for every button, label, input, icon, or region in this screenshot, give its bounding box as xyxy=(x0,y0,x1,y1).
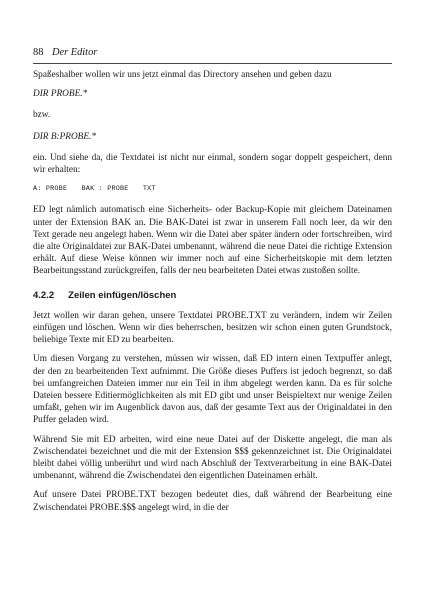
directory-entry: A: PROBE xyxy=(33,185,68,194)
body-paragraph: Auf unsere Datei PROBE.TXT bezogen bedeutet dies, daß während der Bearbeitung eine Zwischendatei PROBE.$$$ angelegt wird, in die der xyxy=(33,490,392,513)
section-title: Zeilen einfügen/löschen xyxy=(68,289,177,301)
command-line: DIR PROBE.* xyxy=(33,89,88,100)
directory-output xyxy=(33,183,392,195)
page-body xyxy=(33,69,392,521)
backup-paragraph: ED legt nämlich automatisch eine Sicherheits- oder Backup-Kopie mit gleichem Dateinamen unter der Extension BAK an. Die BAK-Datei ist zwar in unserem Fall noch leer, da wir den Text gerade neu angelegt haben. Wenn wir die Datei aber später ändern oder fortschreiben, wird die alte Originaldatei zur BAK-Datei umbenannt, während die neue Datei die richtige Extension erhält. Auf diese Weise können wir immer noch auf eine Sicherheitskopie mit dem letzten Bearbeitungsstand zurückgreifen, falls der neu bearbeiteten Datei etwas zustoßen sollte. xyxy=(33,205,392,277)
running-title: Der Editor xyxy=(52,47,98,58)
section-heading xyxy=(33,290,392,302)
body-paragraph: Um diesen Vorgang zu verstehen, müssen wir wissen, daß ED intern einen Textpuffer anlegt, der den zu bearbeitenden Text aufnimmt. Die Größe dieses Puffers ist jedoch begrenzt, so daß bei umfangreichen Dateien immer nur ein Teil in ihm abgelegt werden kann. Da es für solche Dateien bessere Editiermöglichkeiten als mit ED gibt und unser Beispieltext nur wenige Zeilen umfaßt, gehen wir im Augenblick davon aus, daß der gesamte Text aus der Originaldatei in den Puffer geladen wird. xyxy=(33,354,392,426)
directory-entry: BAK : PROBE xyxy=(81,185,129,194)
intro-paragraph: Spaßeshalber wollen wir uns jetzt einmal das Directory ansehen und geben dazu xyxy=(33,70,332,80)
body-paragraph: Während Sie mit ED arbeiten, wird eine neue Datei auf der Diskette angelegt, die man als Zwischendatei bezeichnet und die mit der Extension $$$ gekennzeichnet ist. Die Originaldatei bleibt dabei völlig unberührt und wird nach Abschluß der Textverarbeitung in eine BAK-Datei umbenannt, während die Zwischendatei den eigentlichen Dateinamen erhält. xyxy=(33,434,392,482)
result-intro-paragraph: ein. Und siehe da, die Textdatei ist nicht nur einmal, sondern sogar doppelt gespeichert, denn wir erhalten: xyxy=(33,152,392,176)
section-number: 4.2.2 xyxy=(33,289,55,301)
running-header xyxy=(33,47,97,58)
command-line: DIR B:PROBE.* xyxy=(33,131,96,142)
or-word: bzw. xyxy=(33,110,51,121)
header-rule xyxy=(33,63,392,64)
body-paragraph: Jetzt wollen wir daran gehen, unsere Textdatei PROBE.TXT zu verändern, indem wir Zeilen einfügen und löschen. Wenn wir dies beherrschen, besitzen wir schon einen guten Grundstock, beliebige Texte mit ED zu bearbeiten. xyxy=(33,310,392,346)
page-number: 88 xyxy=(33,47,44,58)
directory-entry: TXT xyxy=(142,185,156,194)
